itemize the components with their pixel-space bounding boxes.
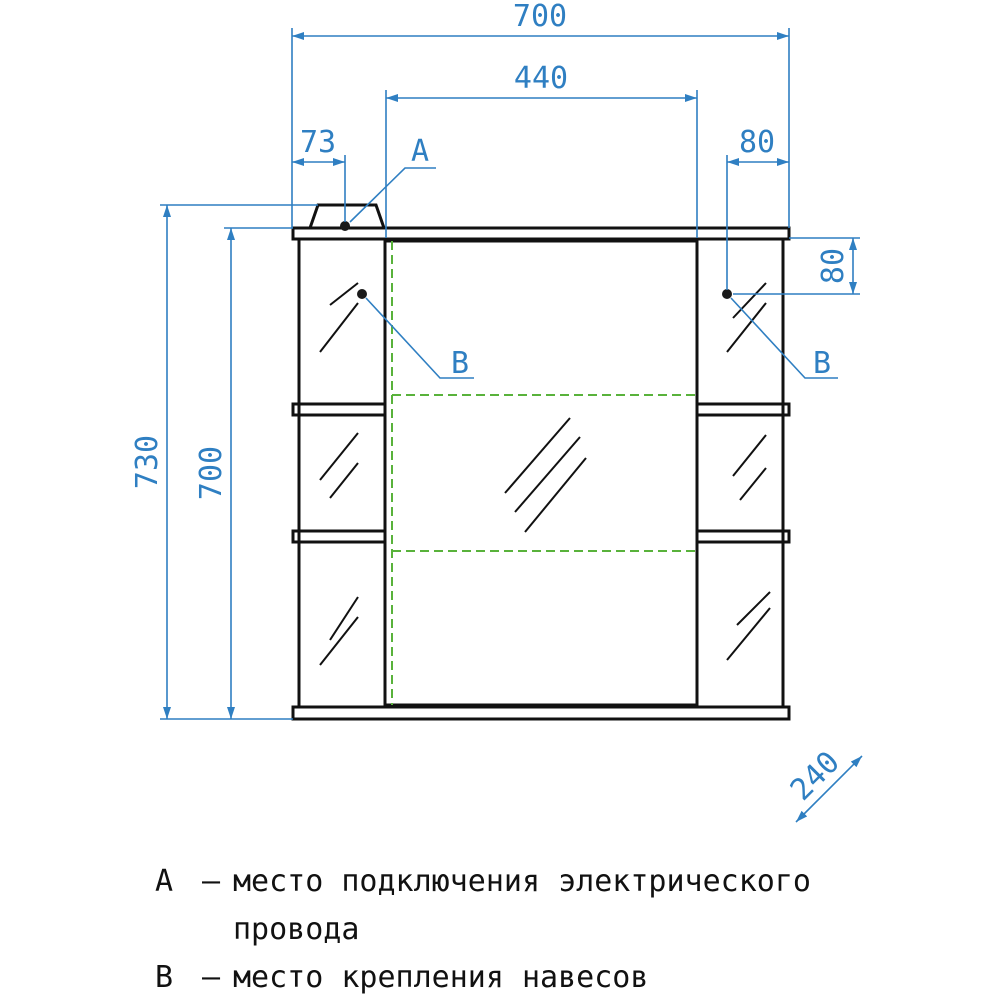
legend-text-a-line2: провода — [233, 912, 360, 947]
right-shelf-upper — [697, 404, 789, 415]
dim-total-width: 700 — [512, 0, 568, 34]
dim-body-height: 700 — [194, 445, 229, 501]
dim-mirror-width: 440 — [513, 61, 569, 96]
mount-points — [340, 221, 732, 299]
left-shelf-upper — [293, 404, 385, 415]
legend-row-b — [155, 954, 811, 1002]
legend-row-a-cont — [155, 906, 811, 954]
cabinet-outline — [293, 205, 789, 719]
glass-reflections — [320, 283, 770, 665]
legend-separator-b: – — [201, 960, 221, 995]
legend-separator-a: – — [201, 864, 221, 899]
hidden-shelves — [392, 241, 697, 705]
legend-key-b: B — [155, 960, 174, 995]
wire-point-a — [340, 221, 350, 231]
top-board — [293, 228, 789, 239]
bottom-board — [293, 707, 789, 719]
dim-offset-right: 80 — [738, 125, 776, 160]
dim-total-height: 730 — [130, 434, 165, 490]
hanger-point-left — [357, 289, 367, 299]
callout-b-right: B — [812, 346, 832, 381]
leader-a — [350, 168, 436, 222]
callout-a: A — [410, 134, 430, 169]
legend — [155, 858, 811, 1002]
right-shelf-lower — [697, 531, 789, 542]
dim-hanger-height: 80 — [816, 247, 851, 285]
dim-depth: 240 — [783, 744, 847, 808]
callout-b-left: B — [450, 346, 470, 381]
legend-row-a — [155, 858, 811, 906]
dim-offset-left: 73 — [299, 125, 337, 160]
legend-text-b: место крепления навесов — [233, 960, 649, 995]
legend-key-a: A — [155, 864, 174, 899]
mirror-frame — [385, 239, 697, 707]
left-shelf-lower — [293, 531, 385, 542]
legend-text-a-line1: место подключения электрического — [233, 864, 811, 899]
hanger-point-right — [722, 289, 732, 299]
